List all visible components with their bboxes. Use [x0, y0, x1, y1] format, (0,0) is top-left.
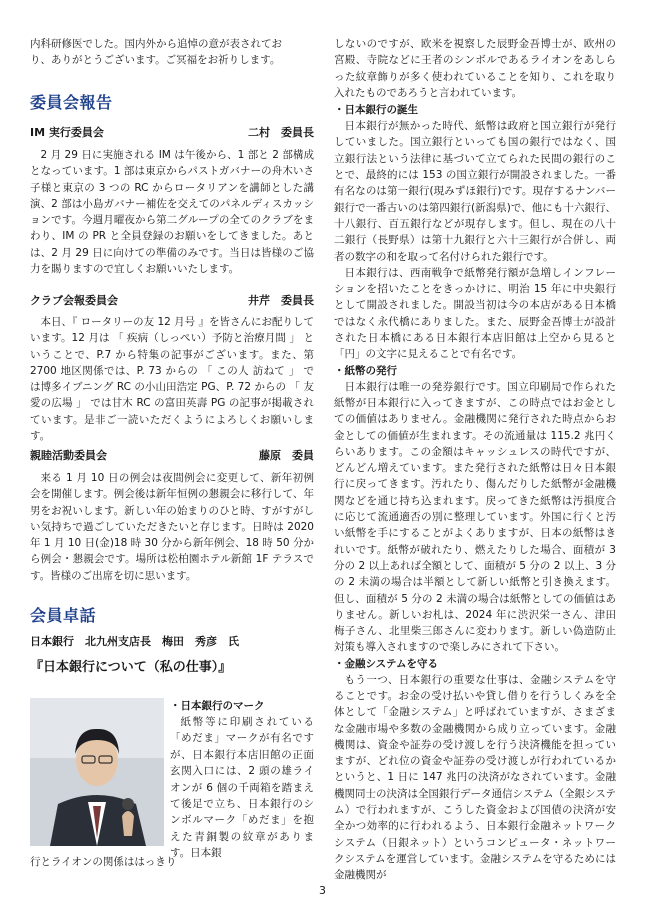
birth-heading: ・日本銀行の誕生 — [334, 104, 418, 117]
club-committee-name: クラブ会報委員会 — [30, 294, 118, 307]
im-committee-text: 2 月 29 日に実施される IM は午後から、1 部と 2 部構成となっています。1 部は東京からパストガバナーの舟木いさ子様と東京の 3 つの RC からロータリアンを講師とした講演、2 部は小島ガバナー補佐を交えてのパネルディスカッションです。今週月曜夜から第二グループの全てのクラブをまわり、IM の PR と全員登録のお願いをしてきました。あとは、2 月 29 日に向けての準備のみです。当日は皆様のご協力を賜りますので宜しくお願いいたします。 — [30, 149, 314, 276]
club-committee-text: 本日、『 ロータリーの友 12 月号 』を皆さんにお配りしています。12 月は 「 疾病（しっぺい）予防と治療月間 」 ということで、P.7 から特集の記事がございます。また、第 2700 地区関係では、P. 73 からの 「 この人 訪ねて 」 では博多イブニング RC の小山田浩定 PG、P. 72 からの 「 友愛の広場 」 では甘木 RC の富田英壽 PG の記事が掲載されています。是非ご一読いただくようによろしくお願いします。 — [30, 316, 314, 443]
speaker-photo-figure — [30, 698, 164, 846]
lion-origin-text: しないのですが、欧米を視察した辰野金吾博士が、欧州の宮殿、寺院などに王者のシンボルであるライオンをあしらった紋章飾りが多く使われていることを知り、これを取り入れたものであろうと言われています。 — [334, 38, 616, 99]
speaker-photo — [30, 698, 164, 846]
committee-section-title: 委員会報告 — [30, 93, 113, 112]
friend-committee-header — [30, 447, 320, 463]
club-committee-header — [30, 292, 320, 308]
mark-heading: ・日本銀行のマーク — [170, 700, 265, 712]
notes-heading: ・紙幣の発行 — [334, 364, 397, 377]
finance-heading: ・金融システムを守る — [334, 657, 438, 670]
intro-line-2: り、ありがとうございます。ご冥福をお祈りします。 — [30, 54, 281, 67]
im-committee-person: 二村 委員長 — [248, 126, 314, 139]
page-number: 3 — [319, 884, 326, 897]
friend-committee-text: 来る 1 月 10 日の例会は夜間例会に変更して、新年初例会を開催します。例会後は新年恒例の懇親会に移行して、年男をお祝いします。新しい年の始まりのひと時、すがすがしい気持ちで過ごしていただきたいと存じます。日時は 2020 年 1 月 10 日(金)18 時 30 分から新年例会、18 時 50 分から例会・懇親会です。場所は松柏園ホテル新館 1F テラスです。皆様のご出席を切に思います。 — [30, 472, 314, 582]
mark-tail-text: 行とライオンの関係ははっきり — [30, 856, 177, 868]
friend-committee-person: 藤原 委員 — [259, 449, 314, 462]
birth-text-1: 日本銀行が無かった時代、紙幣は政府と国立銀行が発行していました。国立銀行といっても国の銀行ではなく、国立銀行法という法律に基づいて立てられた民間の銀行のことで、最終的には 153 の国立銀行が開設されました。一番有名なのは第一銀行(現みずほ銀行)です。現存するナンバー銀行で一番古いのは第四銀行(新潟県)で、他にも十六銀行、十八銀行、百五銀行などが現存します。但し、現在の八十二銀行（長野県）は第十九銀行と六十三銀行が合併し、両者の数字の和を取って名付けられた銀行です。 — [334, 120, 616, 263]
club-committee-person: 井芹 委員長 — [248, 294, 314, 307]
mark-side-text — [170, 698, 314, 862]
notes-text: 日本銀行は唯一の発券銀行です。国立印刷局で作られた紙幣が日本銀行に入ってきますが、この時点ではお金としての価値はありません。金融機関に発行された時点からお金としての価値が生まれます。その流通量は 115.2 兆円くらいあります。この金額はキャッシュレスの時代ですが、どんどん増えています。また発行された紙幣は日々日本銀行に戻ってきます。汚れたり、傷んだりした紙幣が金融機関などを通じ持ち込まれます。戻ってきた紙幣は汚損度合に応じて流通適否の別に整理しています。外国に行くと汚い紙幣を手にすることがよくありますが、日本の紙幣はきれいです。紙幣が破れたり、燃えたりした場合、面積が 3 分の 2 以上あれば全額として、面積が 5 分の 2 以上、3 分の 2 未満の場合は半額として新しい紙幣と引き換えます。但し、面積が 5 分の 2 未満の場合は紙幣としての価値はありません。新しいお札は、2024 年に渋沢栄一さん、津田梅子さん、北里柴三郎さんに変わります。新しい偽造防止対策も導入されますので楽しみにされて下さい。 — [334, 380, 616, 654]
im-committee-name: IM 実行委員会 — [30, 126, 104, 139]
intro-line-1: 内科研修医でした。国内外から追悼の意が表されてお — [30, 38, 282, 50]
member-talk-section-title: 会員卓話 — [30, 606, 97, 625]
finance-text: もう一つ、日本銀行の重要な仕事は、金融システムを守ることです。お金の受け払いや貸し借りを行うしくみを全体として「金融システム」と呼ばれていますが、さまざまな金融市場や多数の金融機関から成り立っています。金融機関は、資金や証券の受け渡しを行う決済機能を担っていますが、どれ位の資金や証券の受け渡しが行われているかというと、1 日に 147 兆円の決済がなされています。金融機関同士の決済は全国銀行データ通信システム（全銀システム）で行われますが、こうした資金および国債の決済が安全かつ効率的に行われるよう、日本銀行金融ネットワークシステム（日銀ネット）というコンピュータ・ネットワークシステムを運営しています。金融システムを守るためには金融機関が — [334, 673, 616, 882]
speaker-line: 日本銀行 北九州支店長 梅田 秀彦 氏 — [30, 635, 239, 648]
im-committee-header — [30, 124, 320, 140]
birth-text-2: 日本銀行は、西南戦争で紙幣発行額が急増しインフレーションを招いたことをきっかけに、明治 15 年に中央銀行として開設されました。開設当初は今の本店がある日本橋ではなく永代橋にありました。また、辰野金吾博士が設計された日本橋にある日本銀行本店旧館は上空から見ると「円」の文字に見えることで有名です。 — [334, 266, 616, 361]
friend-committee-name: 親睦活動委員会 — [30, 449, 107, 462]
mark-text: 紙幣等に印刷されている「めだま」マークが有名ですが、日本銀行本店旧館の正面玄関入口には、2 頭の雄ライオンが 6 個の千両箱を踏まえて後足で立ち、日本銀行のシンボルマーク「めだま」を抱えた青銅製の紋章があります。日本銀 — [170, 716, 314, 860]
talk-title: 『日本銀行について（私の仕事）』 — [30, 660, 232, 675]
